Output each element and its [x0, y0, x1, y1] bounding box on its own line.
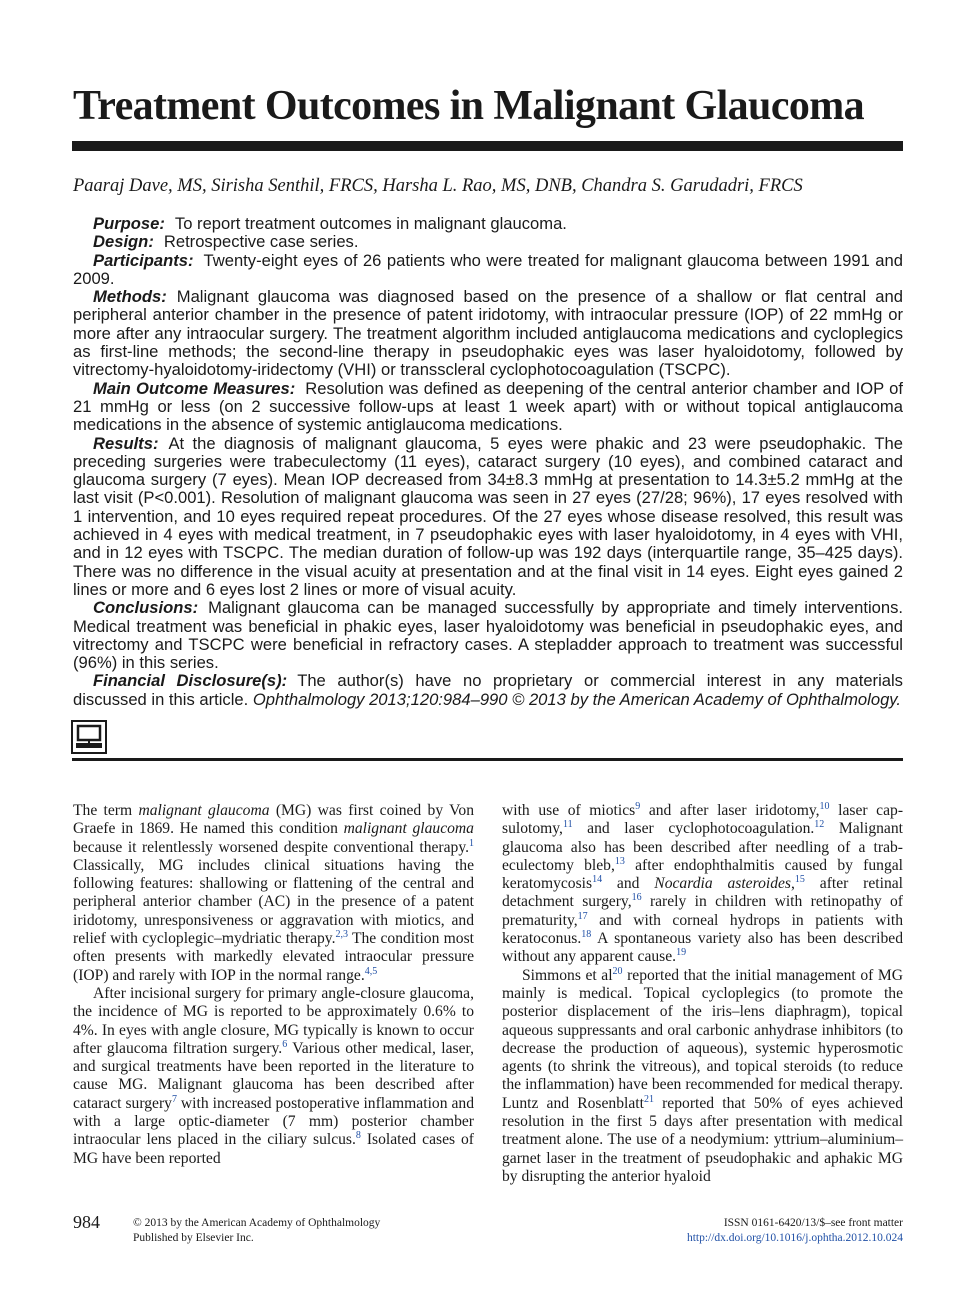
text-run: After incisional surgery for primary angle-closure glaucoma, the incidence of MG is reported to be approximately 0.6% to 4%. In eyes with angle closure, MG typically is known to occur after glaucoma filtration surgery. [73, 984, 474, 1057]
abstract-section [73, 435, 903, 600]
body-paragraph [73, 985, 474, 1168]
journal-citation: Ophthalmology 2013;120:984–990 © 2013 by the American Academy of Ophthalmology. [252, 689, 901, 709]
text-run: reported that 50% of eyes achieved resolution in the first 5 days after presentation with medical treatment alone. The use of a neodymium: yttrium–aluminium–garnet laser in the treatment of pseudophakic and aphakic MG by disrupting the anterior hyaloid [502, 1094, 903, 1185]
reference-link[interactable]: 4,5 [364, 965, 378, 977]
text-run: and after laser iridotomy, [640, 802, 820, 819]
abstract-text: Malignant glaucoma was diagnosed based on the presence of a shallow or flat central and peripheral anterior chamber in the presence of patent iridotomy, with intraocular pressure (IOP) of 22 mmHg or more after any intraocular surgery. The treatment algorithm included antiglaucoma medications and cycloplegics as first-line methods; the second-line therapy in pseudophakic eyes was laser hyaloidotomy, followed by vitrectomy-hyaloidotomy-iridectomy (VHI) or transscleral cyclophotocoagulation (TSCPC). [73, 287, 903, 380]
abstract-section [73, 380, 903, 435]
abstract-heading: Participants: [93, 250, 194, 270]
abstract-section [73, 599, 903, 672]
abstract-section [73, 672, 903, 709]
abstract-section [73, 215, 903, 233]
article-title: Treatment Outcomes in Malignant Glaucoma [73, 83, 865, 129]
reference-link[interactable]: 7 [171, 1093, 177, 1105]
text-run: and with corneal hydrops in patients with keratoconus. [502, 911, 903, 948]
title-rule [72, 141, 903, 151]
reference-link[interactable]: 2,3 [335, 928, 348, 940]
reference-link[interactable]: 6 [282, 1038, 288, 1050]
abstract-section [73, 252, 903, 289]
abstract-text: Retrospective case series. [163, 232, 359, 252]
issn-line: ISSN 0161-6420/13/$–see front matter [723, 1217, 903, 1229]
copyright-line: © 2013 by the American Academy of Ophthalmology [133, 1217, 381, 1229]
abstract-heading: Main Outcome Measures: [93, 378, 296, 398]
text-run: rarely in children with retinopathy of prematurity, [502, 893, 903, 929]
text-run: and [602, 875, 655, 893]
reference-link[interactable]: 8 [355, 1130, 361, 1142]
text-run: The term [73, 802, 139, 819]
doi-link[interactable]: http://dx.doi.org/10.1016/j.ophtha.2012.10.024 [686, 1232, 903, 1244]
text-run: and laser cyclophotocoagulation. [572, 820, 815, 838]
abstract-text: At the diagnosis of malignant glaucoma, 5 eyes were phakic and 23 were pseudophakic. The preceding surgeries were trabeculectomy (11 eyes), cataract surgery (10 eyes), and combined cataract and glaucoma surgery (7 eyes). Mean IOP decreased from 34±8.3 mmHg at presentation to 14.3±5.2 mmHg at the last visit (P<0.001). Resolution of malignant glaucoma was seen in 27 eyes (27/28; 96%), 17 eyes resolved with 1 intervention, and 10 eyes required repeat procedures. Of the 27 eyes whose disease resolved, this result was achieved in 4 eyes with medical treatment, in 7 pseudophakic eyes with laser hyaloidotomy, in 4 eyes with VHI, and in 12 eyes with TSCPC. The median duration of follow-up was 192 days (interquartile range, 35–425 days). There was no difference in the visual acuity at presentation and at the final visit in 14 eyes. Eight eyes gained 2 lines or more and 6 eyes lost 2 lines or more of visual acuity. [73, 433, 903, 599]
text-run: Isolated cases of MG have been reported [73, 1131, 474, 1167]
abstract-text: Resolution was defined as deepening of the central anterior chamber and IOP of 21 mmHg or less (on 2 successive follow-ups at least 1 week apart) with or without topical antiglaucoma medications in the absence of systemic antiglaucoma medications. [73, 378, 903, 435]
reference-link[interactable]: 21 [643, 1093, 654, 1105]
text-run: with increased postoperative inflammation and with a large optic-diameter (7 mm) posterior chamber intraocular lens placed in the ciliary sulcus. [73, 1094, 474, 1149]
abstract-heading: Financial Disclosure(s): [93, 671, 288, 691]
footer-copyright [133, 1216, 380, 1246]
reference-link[interactable]: 13 [614, 855, 625, 867]
online-content-icon[interactable] [71, 720, 107, 754]
abstract-text: To report treatment outcomes in malignant glaucoma. [174, 214, 567, 233]
body-column-left [73, 802, 474, 1168]
reference-link[interactable]: 20 [612, 965, 623, 977]
text-run: reported that the initial management of MG mainly is medical. Topical cycloplegics (to promote the posterior displacement of the iris–lens diaphragm), topical aqueous suppressants and oral carbonic anhydrase inhibitors (to decrease the production of aqueous), systemic hyperosmotic agents (to shrink the vitreous), and topical steroids (to reduce the inflammation) have been recommended for medical therapy. Luntz and Rosenblatt [502, 966, 903, 1112]
abstract-section [73, 288, 903, 379]
body-paragraph [502, 967, 903, 1187]
abstract-heading: Purpose: [93, 214, 165, 233]
abstract-text: Malignant glaucoma can be managed successfully by appropriate and timely interventions. Medical treatment was beneficial in phakic eyes, laser hyaloidotomy was beneficial in pseudophakic eyes, and vitrectomy and TSCPC were beneficial in refractory cases. A stepladder approach to treatment was successful (96%) in this series. [73, 598, 903, 673]
text-run: laser capsulotomy, [502, 802, 904, 838]
reference-link[interactable]: 18 [581, 928, 592, 940]
text-run: Various other medical, laser, and surgical treatments have been reported in the literature to cause MG. Malignant glaucoma has been described after cataract surgery [73, 1039, 474, 1112]
abstract-section [73, 233, 903, 251]
text-run: Classically, MG includes clinical situations having the following features: shallowing or flattening of the central and peripheral anterior chamber (AC) in the presence of a patent iridotomy, unresponsiveness or aggravation with miotics, and relief with cycloplegic–mydriatic therapy. [73, 856, 474, 948]
abstract-heading: Conclusions: [93, 598, 199, 618]
abstract-rule [72, 758, 903, 761]
text-run: (MG) was first coined by Von Graefe in 1869. He named this condition [73, 802, 474, 838]
text-run: because it relentlessly worsened despite conventional therapy. [73, 838, 469, 856]
reference-link[interactable]: 12 [814, 819, 825, 831]
abstract-text: Twenty-eight eyes of 26 patients who were treated for malignant glaucoma between 1991 and 2009. [73, 250, 903, 288]
reference-link[interactable]: 15 [794, 874, 805, 885]
reference-link[interactable]: 14 [592, 874, 603, 885]
reference-link[interactable]: 16 [631, 892, 642, 904]
text-run: The condition most often presents with markedly elevated intraocular pressure (IOP) and rarely with IOP in the normal range. [73, 930, 474, 984]
text-run: Simmons et al [522, 966, 613, 984]
page-number: 984 [73, 1212, 100, 1232]
italic-term: malignant glaucoma [138, 802, 270, 819]
text-run: Malignant glaucoma also has been described after needling of a trabeculectomy bleb, [502, 820, 903, 874]
text-run: A spontaneous variety also has been described without any apparent cause. [502, 930, 903, 966]
footer-identifiers [687, 1216, 903, 1246]
body-column-right [502, 802, 903, 1186]
author-list: Paaraj Dave, MS, Sirisha Senthil, FRCS, Harsha L. Rao, MS, DNB, Chandra S. Garudadri, FRCS [73, 176, 803, 196]
abstract-heading: Results: [93, 433, 159, 453]
text-run: , [791, 875, 795, 893]
abstract-heading: Methods: [93, 287, 167, 307]
abstract-heading: Design: [93, 232, 154, 252]
text-run: after retinal detachment surgery, [502, 875, 904, 911]
reference-link[interactable]: 17 [577, 910, 588, 922]
italic-term: Nocardia asteroides [654, 875, 792, 893]
reference-link[interactable]: 19 [676, 947, 687, 959]
body-paragraph [502, 802, 903, 967]
reference-link[interactable]: 11 [562, 819, 573, 831]
abstract-text: The author(s) have no proprietary or commercial interest in any materials discussed in this article. [73, 671, 903, 709]
text-run: with use of miotics [502, 802, 636, 819]
italic-term: malignant glaucoma [343, 820, 474, 838]
text-run: after endophthalmitis caused by fungal keratomycosis [502, 856, 904, 893]
body-paragraph [73, 802, 474, 985]
publisher-line: Published by Elsevier Inc. [133, 1232, 254, 1244]
reference-link[interactable]: 10 [819, 800, 830, 812]
reference-link[interactable]: 1 [469, 837, 474, 849]
reference-link[interactable]: 9 [635, 800, 641, 812]
abstract [73, 215, 903, 709]
